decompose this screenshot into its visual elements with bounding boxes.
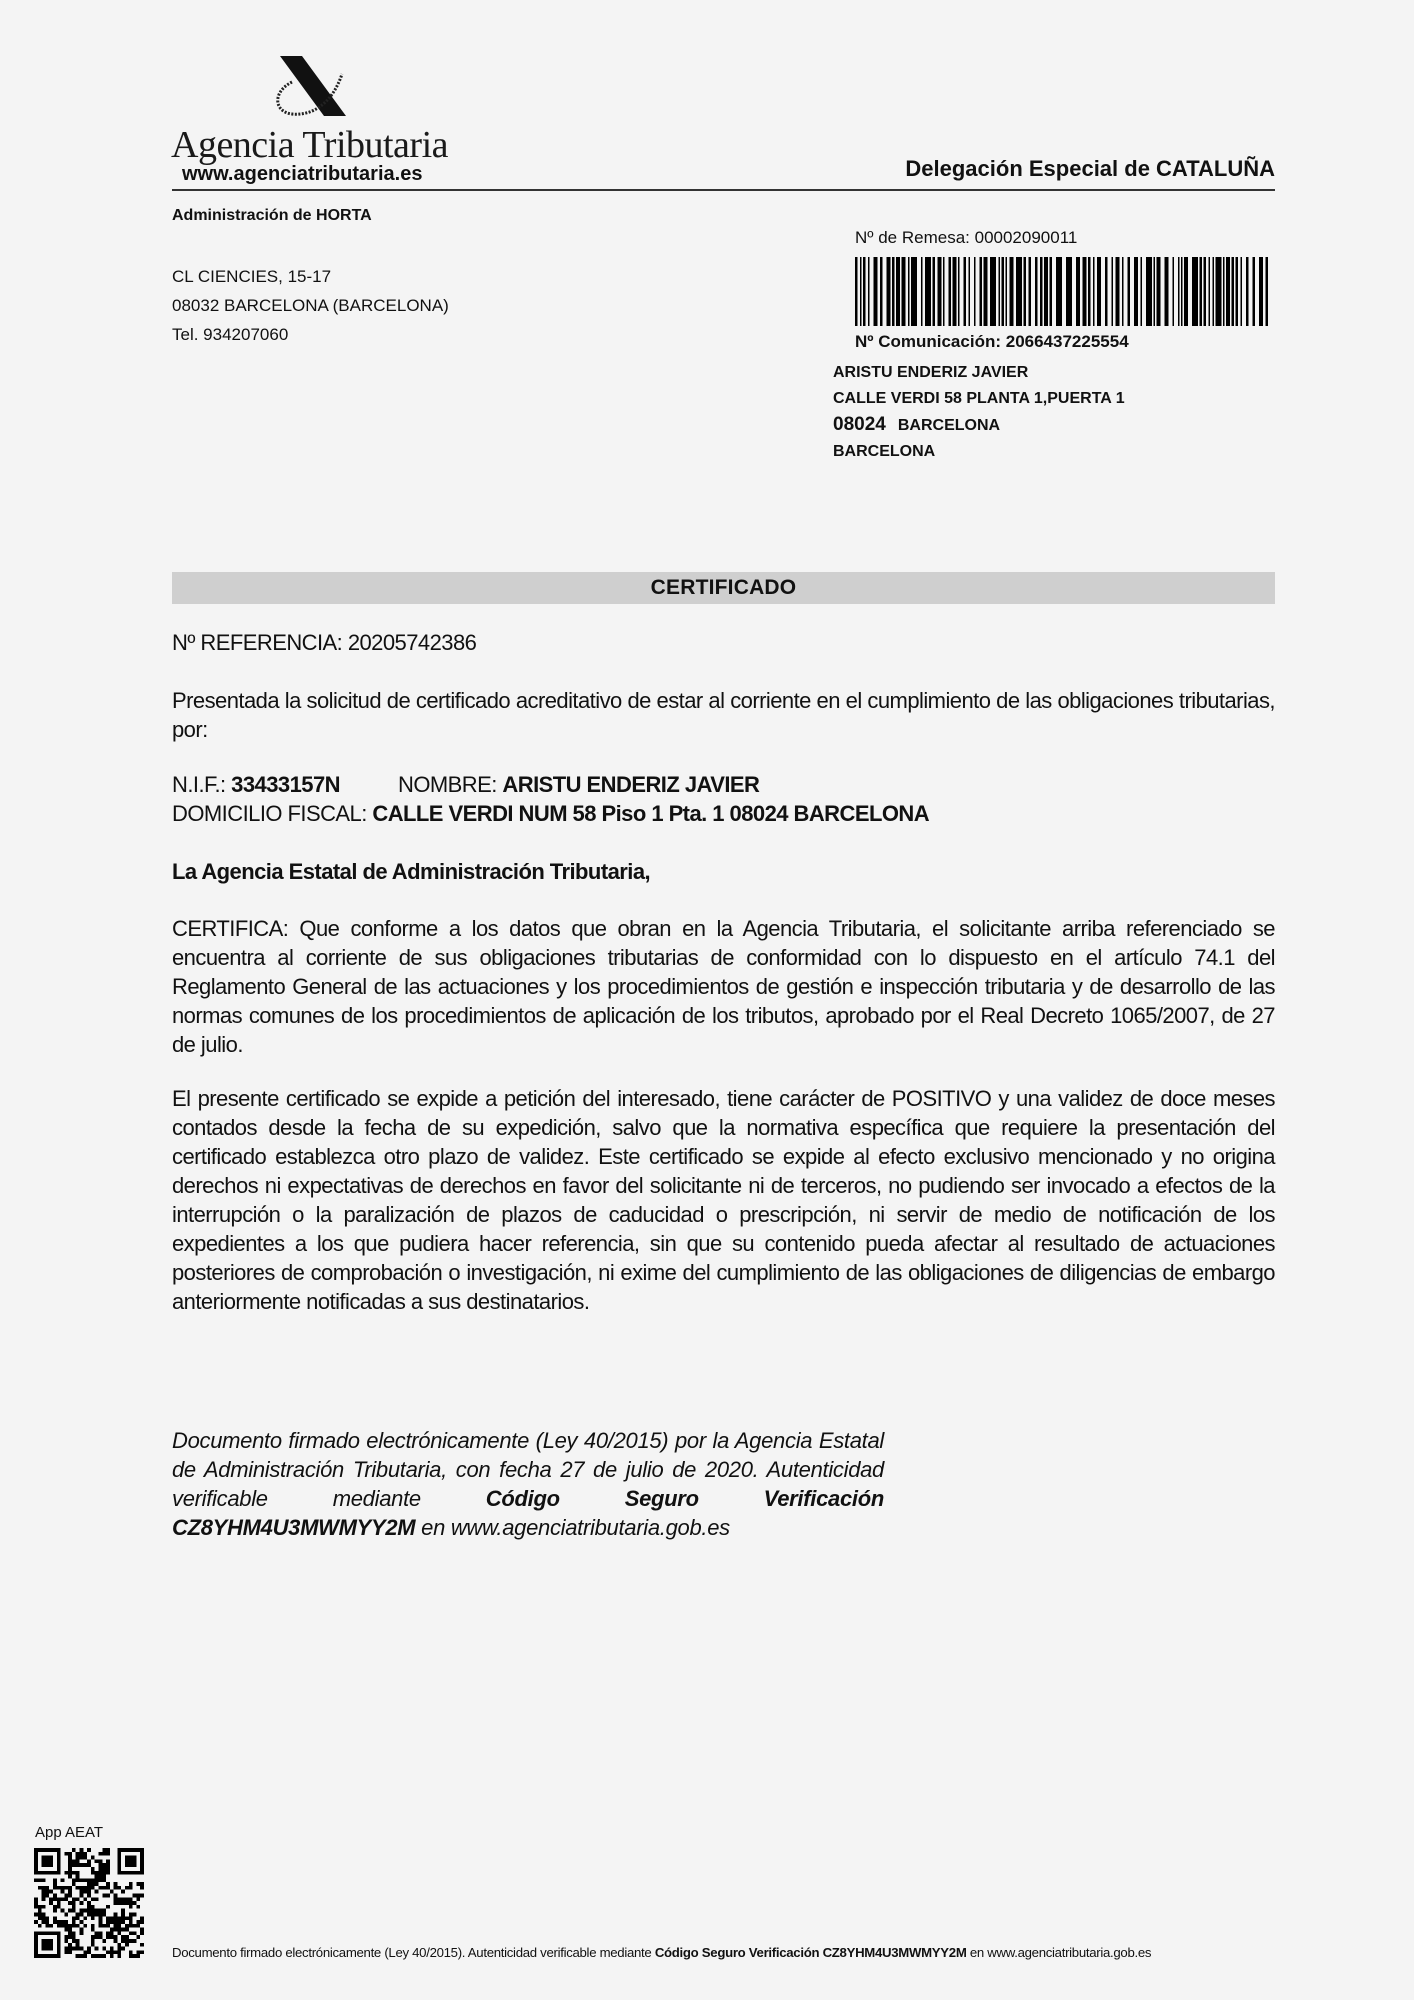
agencia-tributaria-logo-icon xyxy=(268,54,358,129)
taxpayer-id-line xyxy=(172,770,1275,799)
office-address-line1: CL CIENCIES, 15-17 xyxy=(172,267,332,286)
office-address xyxy=(172,262,449,349)
recipient-street: CALLE VERDI 58 PLANTA 1,PUERTA 1 xyxy=(833,390,1125,407)
nif-value: 33433157N xyxy=(231,772,340,797)
domicile-label: DOMICILIO FISCAL: xyxy=(172,801,367,826)
barcode-icon xyxy=(855,257,1270,326)
office-address-line2: 08032 BARCELONA (BARCELONA) xyxy=(172,296,449,315)
nif-label: N.I.F.: xyxy=(172,772,226,797)
intro-paragraph: Presentada la solicitud de certificado acreditativo de estar al corriente en el cumplimiento de las obligaciones tributarias, por: xyxy=(172,688,1275,742)
header-divider xyxy=(172,189,1275,191)
footer-text: Documento firmado electrónicamente (Ley 40/2015). Autenticidad verificable mediante xyxy=(172,1945,655,1960)
remesa-label: Nº de Remesa: xyxy=(855,228,970,247)
reference-value: 20205742386 xyxy=(347,630,477,655)
recipient-city-line xyxy=(833,412,1125,439)
certificate-title: CERTIFICADO xyxy=(650,576,797,599)
recipient-name: ARISTU ENDERIZ JAVIER xyxy=(833,364,1029,381)
signature-csv: Código Seguro Verificación CZ8YHM4U3MWMYY2M xyxy=(172,1486,884,1540)
office-title: Administración de HORTA xyxy=(172,207,372,224)
recipient-address xyxy=(833,360,1125,465)
qr-code-icon xyxy=(34,1848,144,1958)
reference-number xyxy=(172,628,1275,657)
recipient-city: BARCELONA xyxy=(897,417,1001,434)
name-label: NOMBRE: xyxy=(398,772,497,797)
validity-paragraph: El presente certificado se expide a petición del interesado, tiene carácter de POSITIVO y una validez de doce meses contados desde la fecha de su expedición, salvo que la normativa específica que requiere la presentación del certificado establezca otro plazo de validez. Este certificado se expide al efecto exclusivo mencionado y no origina derechos ni expectativas de derechos en favor del solicitante ni de terceros, no pudiendo ser invocado a efectos de la interrupción o la paralización de plazos de caducidad o prescripción, ni servir de medio de notificación de los expedientes a los que pudiera hacer referencia, sin que su contenido pueda afectar al resultado de actuaciones posteriores de comprobación o investigación, ni exime del cumplimiento de las obligaciones de diligencias de embargo anteriormente notificadas a sus destinatarios. xyxy=(172,1086,1275,1314)
taxpayer-details xyxy=(172,770,1275,828)
office-phone: Tel. 934207060 xyxy=(172,325,289,344)
comunicacion-label: Nº Comunicación: xyxy=(855,332,1001,351)
recipient-postal-code: 08024 xyxy=(833,414,886,435)
logo-url: www.agenciatributaria.es xyxy=(182,163,423,185)
reference-label: Nº REFERENCIA: xyxy=(172,630,343,655)
comunicacion-value: 2066437225554 xyxy=(1005,332,1129,351)
delegation-title: Delegación Especial de CATALUÑA xyxy=(905,156,1275,181)
name-value: ARISTU ENDERIZ JAVIER xyxy=(502,772,760,797)
domicile-line xyxy=(172,799,1275,828)
logo-text: Agencia Tributaria xyxy=(171,124,449,166)
recipient-province: BARCELONA xyxy=(833,443,936,460)
footer-verification xyxy=(172,1945,1151,1960)
footer-csv: Código Seguro Verificación CZ8YHM4U3MWMYY2M xyxy=(654,1945,967,1960)
issuer-heading: La Agencia Estatal de Administración Tributaria, xyxy=(172,859,651,884)
app-aeat-label: App AEAT xyxy=(35,1824,104,1841)
remesa-value: 00002090011 xyxy=(974,228,1078,247)
remesa-number xyxy=(855,228,1077,248)
signature-text: Documento firmado electrónicamente (Ley 40/2015) por la Agencia Estatal de Administración Tributaria, con fecha 27 de julio de 2020. Autenticidad verificable mediante xyxy=(172,1428,884,1511)
certifica-paragraph: CERTIFICA: Que conforme a los datos que obran en la Agencia Tributaria, el solicitante arriba referenciado se encuentra al corriente de sus obligaciones tributarias de conformidad con lo dispuesto en el artículo 74.1 del Reglamento General de las actuaciones y los procedimientos de gestión e inspección tributaria y de desarrollo de las normas comunes de los procedimientos de aplicación de los tributos, aprobado por el Real Decreto 1065/2007, de 27 de julio. xyxy=(172,916,1275,1057)
comunicacion-number xyxy=(855,332,1129,352)
electronic-signature-note xyxy=(172,1426,884,1542)
domicile-value: CALLE VERDI NUM 58 Piso 1 Pta. 1 08024 BARCELONA xyxy=(372,801,930,826)
certificate-title-bar xyxy=(172,572,1275,604)
signature-url: en www.agenciatributaria.gob.es xyxy=(415,1515,730,1540)
footer-url: en www.agenciatributaria.gob.es xyxy=(966,1945,1152,1960)
